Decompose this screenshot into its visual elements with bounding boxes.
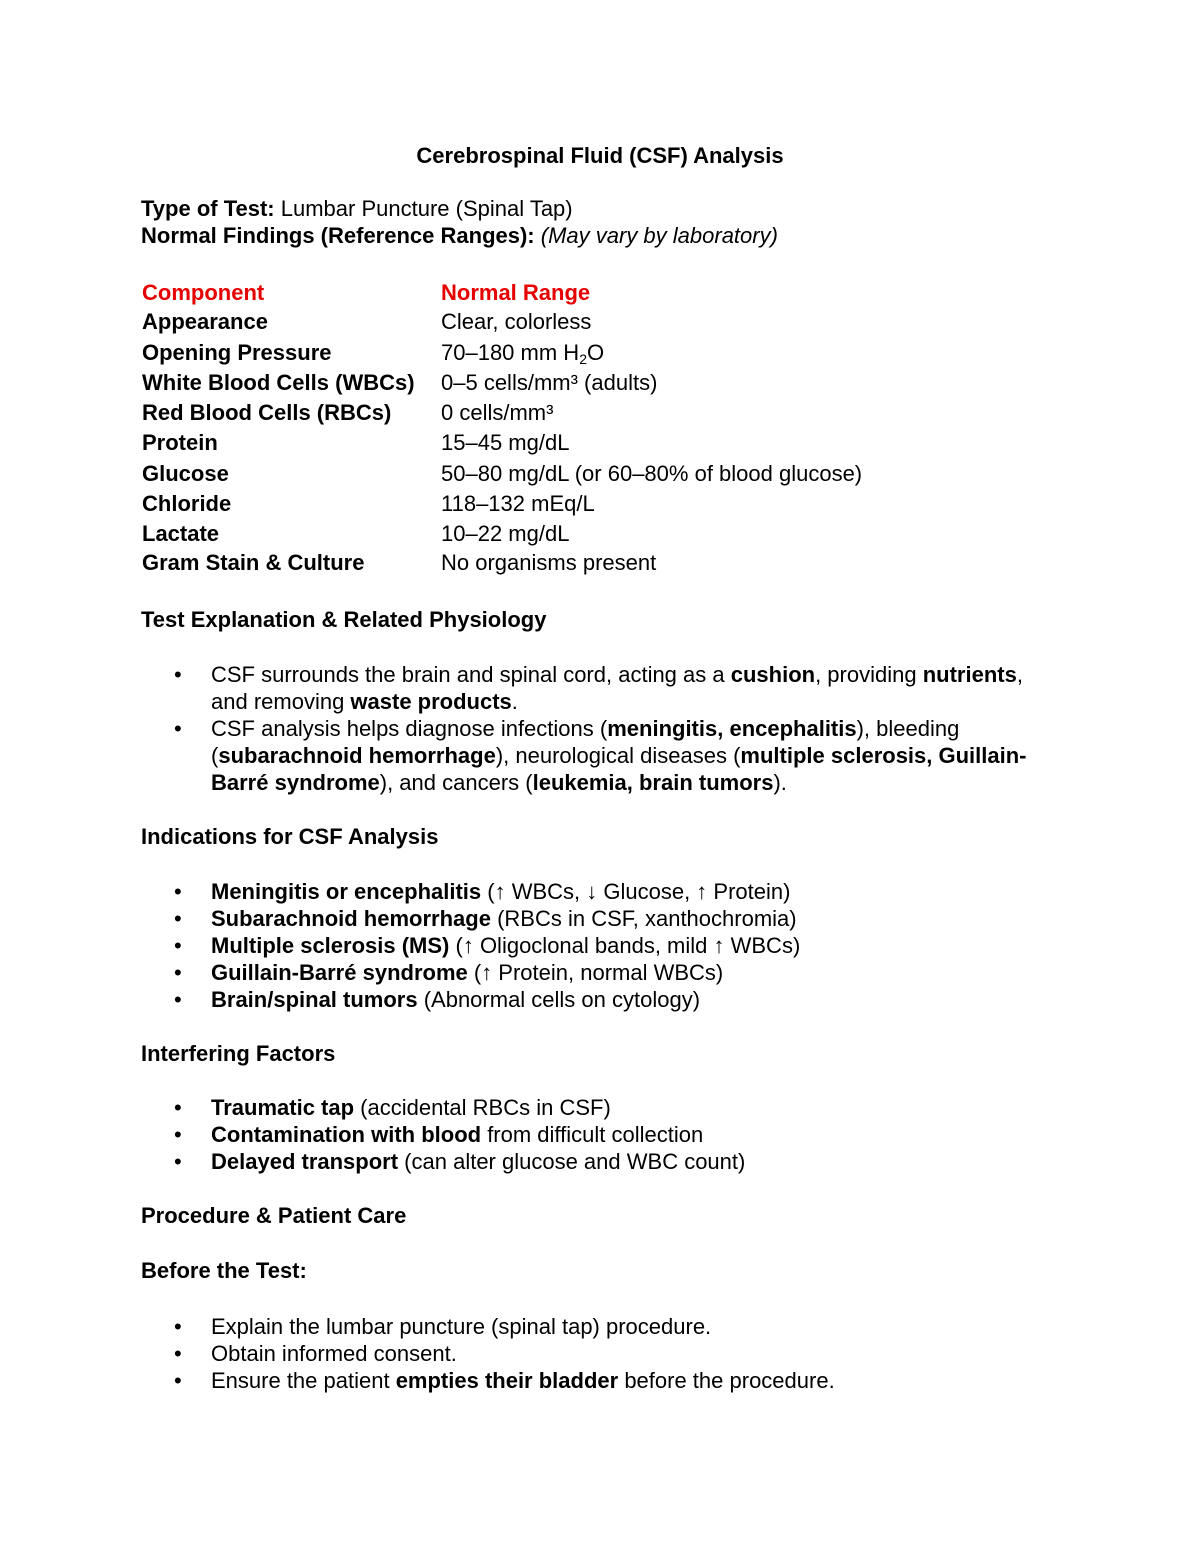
component-cell: Lactate [142, 521, 220, 546]
explanation-list [141, 661, 1041, 796]
normal-findings-label: Normal Findings (Reference Ranges): [141, 223, 535, 248]
component-cell: Opening Pressure [142, 340, 332, 365]
list-item: • Subarachnoid hemorrhage (RBCs in CSF, xanthochromia) [174, 906, 797, 931]
list-item: • CSF surrounds the brain and spinal cord, acting as a cushion, providing nutrients, and removing waste products. [174, 662, 1023, 714]
type-of-test-label: Type of Test: [141, 196, 275, 221]
list-item: • Multiple sclerosis (MS) (↑ Oligoclonal bands, mild ↑ WBCs) [174, 933, 801, 958]
component-cell: Chloride [142, 491, 232, 516]
list-item: • Brain/spinal tumors (Abnormal cells on cytology) [174, 987, 701, 1012]
column-header-component: Component [142, 280, 265, 305]
explanation-heading: Test Explanation & Related Physiology [141, 607, 547, 632]
normal-findings-note: (May vary by laboratory) [534, 223, 778, 248]
list-item: • Contamination with blood from difficult collection [174, 1122, 704, 1147]
component-cell: Appearance [142, 309, 268, 334]
interfering-heading: Interfering Factors [141, 1041, 336, 1066]
list-item: • Meningitis or encephalitis (↑ WBCs, ↓ Glucose, ↑ Protein) [174, 879, 791, 904]
list-item: • Guillain-Barré syndrome (↑ Protein, normal WBCs) [174, 960, 724, 985]
before-test-heading: Before the Test: [141, 1258, 307, 1283]
type-of-test-value: Lumbar Puncture (Spinal Tap) [274, 196, 573, 221]
range-cell: 10–22 mg/dL [441, 521, 570, 546]
component-cell: White Blood Cells (WBCs) [142, 370, 415, 395]
range-cell: 50–80 mg/dL (or 60–80% of blood glucose) [441, 461, 863, 486]
normal-findings-line [141, 222, 778, 250]
list-item: • CSF analysis helps diagnose infections (meningitis, encephalitis), bleeding (subarachnoid hemorrhage), neurological diseases (multiple sclerosis, Guillain-Barré syndrome), and cancers (leukemia, brain tumors). [174, 716, 1027, 795]
component-cell: Protein [142, 430, 218, 455]
column-header-normal-range: Normal Range [441, 280, 591, 305]
component-cell: Gram Stain & Culture [142, 550, 365, 575]
range-cell: No organisms present [441, 550, 657, 575]
range-cell: 0 cells/mm³ [441, 400, 554, 425]
indications-list [141, 878, 1041, 1013]
range-cell: 0–5 cells/mm³ (adults) [441, 370, 658, 395]
interfering-list [141, 1094, 1041, 1175]
list-item: • Traumatic tap (accidental RBCs in CSF) [174, 1095, 611, 1120]
list-item: • Explain the lumbar puncture (spinal tap) procedure. [174, 1314, 712, 1339]
document-title: Cerebrospinal Fluid (CSF) Analysis [416, 143, 784, 168]
list-item: • Delayed transport (can alter glucose and WBC count) [174, 1149, 746, 1174]
list-item: • Obtain informed consent. [174, 1341, 457, 1366]
component-cell: Red Blood Cells (RBCs) [142, 400, 392, 425]
component-cell: Glucose [142, 461, 229, 486]
procedure-heading: Procedure & Patient Care [141, 1203, 407, 1228]
range-cell: 70–180 mm $H_2O$ [441, 340, 605, 367]
type-of-test-line [141, 195, 573, 223]
list-item: • Ensure the patient empties their bladder before the procedure. [174, 1368, 835, 1393]
indications-heading: Indications for CSF Analysis [141, 824, 439, 849]
before-test-list [141, 1313, 1041, 1394]
range-cell: 15–45 mg/dL [441, 430, 570, 455]
range-cell: 118–132 mEq/L [441, 491, 595, 516]
range-cell: Clear, colorless [441, 309, 592, 334]
